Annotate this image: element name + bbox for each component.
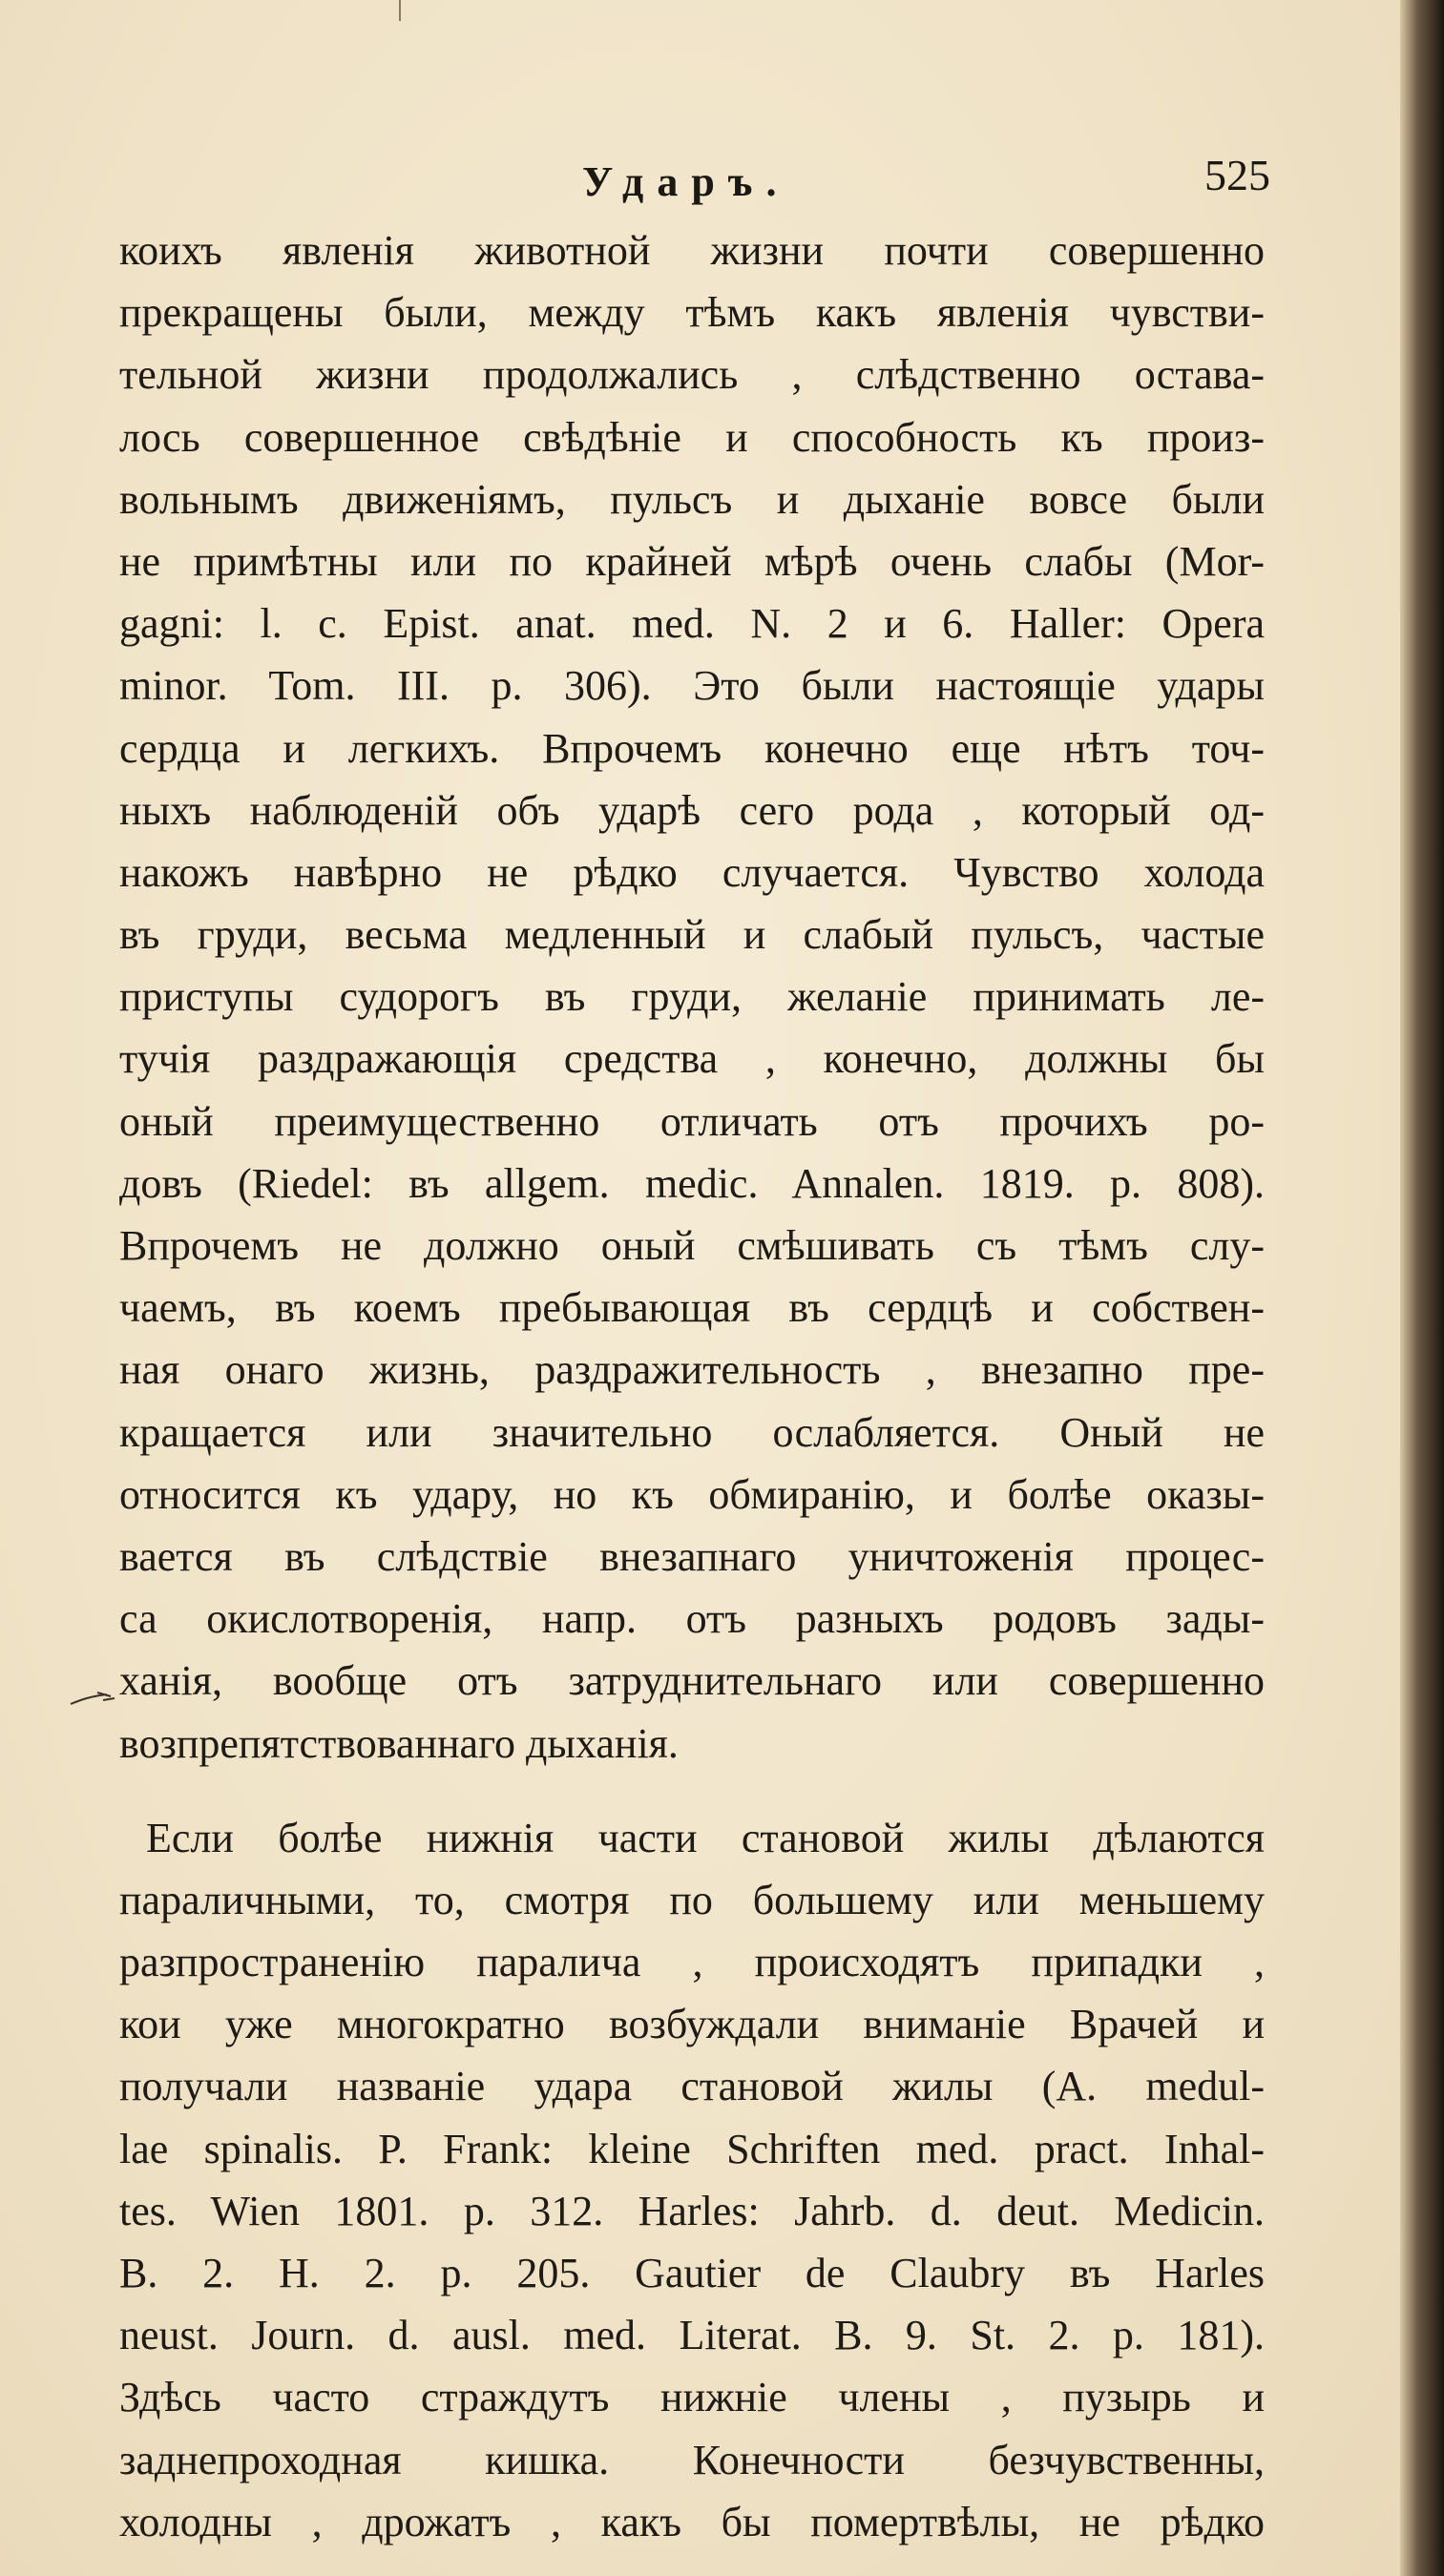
book-spine-shadow <box>1400 0 1444 2576</box>
text-line: Здѣсь часто страждутъ нижніе члены , пузырь и <box>119 2374 1265 2421</box>
page-number: 525 <box>1204 151 1270 199</box>
text-line: Впрочемъ не должно оный смѣшивать съ тѣмъ слу- <box>119 1222 1265 1269</box>
text-line: чаемъ, въ коемъ пребывающая въ сердцѣ и собствен- <box>119 1284 1265 1332</box>
paragraph-1 <box>119 219 1265 1775</box>
text-line: сердца и легкихъ. Впрочемъ конечно еще нѣтъ точ- <box>119 724 1265 772</box>
text-line: вается въ слѣдствіе внезапнаго уничтоженія процес- <box>119 1532 1265 1580</box>
text-line: получали названіе удара становой жилы (A. medul- <box>119 2063 1265 2110</box>
text-line: ныхъ наблюденій объ ударѣ сего рода , который од- <box>119 786 1265 834</box>
text-line: въ груди, весьма медленный и слабый пульсъ, частые <box>119 911 1265 959</box>
text-line: са окислотворенія, напр. отъ разныхъ родовъ зады- <box>119 1595 1265 1643</box>
text-line: ная онаго жизнь, раздражительность , внезапно пре- <box>119 1346 1265 1394</box>
text-line: вольнымъ движеніямъ, пульсъ и дыханіе вовсе были <box>119 475 1265 523</box>
text-line: кращается или значительно ослабляется. Оный не <box>119 1408 1265 1456</box>
text-line: довъ (Riedel: въ allgem. medic. Annalen. 1819. p. 808). <box>119 1159 1265 1207</box>
text-line: neust. Journ. d. ausl. med. Literat. B. 9. St. 2. p. 181). <box>119 2312 1265 2359</box>
text-line: лось совершенное свѣдѣніе и способность къ произ- <box>119 413 1265 461</box>
text-line: разпространенію паралича , происходятъ припадки , <box>119 1939 1265 1986</box>
text-line: заднепроходная кишка. Конечности безчувственны, <box>119 2436 1265 2483</box>
text-line: B. 2. H. 2. p. 205. Gautier de Claubry въ Harles <box>119 2250 1265 2296</box>
text-line: относится къ удару, но къ обмиранію, и болѣе оказы- <box>119 1470 1265 1518</box>
text-line: оный преимущественно отличать отъ прочихъ ро- <box>119 1097 1265 1145</box>
text-line: Если болѣе нижнія части становой жилы дѣлаются <box>146 1814 1265 1861</box>
text-line: тельной жизни продолжались , слѣдственно остава- <box>119 351 1265 399</box>
text-line: параличными, то, смотря по большему или меньшему <box>119 1876 1265 1923</box>
running-head: Ударъ. <box>582 158 790 205</box>
text-line: ханія, вообще отъ затруднительнаго или совершенно <box>119 1657 1265 1705</box>
text-line: tes. Wien 1801. p. 312. Harles: Jahrb. d. deut. Medicin. <box>119 2187 1265 2234</box>
text-line: возпрепятствованнаго дыханія. <box>119 1719 679 1767</box>
text-line: не примѣтны или по крайней мѣрѣ очень слабы (Mor- <box>119 537 1265 585</box>
text-line: накожъ навѣрно не рѣдко случается. Чувство холода <box>119 848 1265 896</box>
text-line: коихъ явленія животной жизни почти совершенно <box>119 227 1265 274</box>
text-line: lae spinalis. P. Frank: kleine Schriften med. pract. Inhal- <box>119 2125 1265 2172</box>
margin-pen-mark-icon <box>69 1687 122 1714</box>
page-body <box>119 219 1265 2553</box>
text-line: прекращены были, между тѣмъ какъ явленія чувстви- <box>119 289 1265 337</box>
paragraph-2 <box>119 1807 1265 2553</box>
top-edge-mark <box>399 0 401 21</box>
text-line: minor. Tom. III. p. 306). Это были настоящіе удары <box>119 662 1265 710</box>
text-line: gagni: l. c. Epist. anat. med. N. 2 и 6. Haller: Opera <box>119 600 1265 648</box>
page-header <box>0 151 1374 215</box>
text-line: кои уже многократно возбуждали вниманіе Врачей и <box>119 2001 1265 2048</box>
text-line: приступы судорогъ въ груди, желаніе принимать ле- <box>119 973 1265 1021</box>
text-line: холодны , дрожатъ , какъ бы помертвѣлы, не рѣдко <box>119 2498 1265 2545</box>
text-line: тучія раздражающія средства , конечно, должны бы <box>119 1035 1265 1083</box>
